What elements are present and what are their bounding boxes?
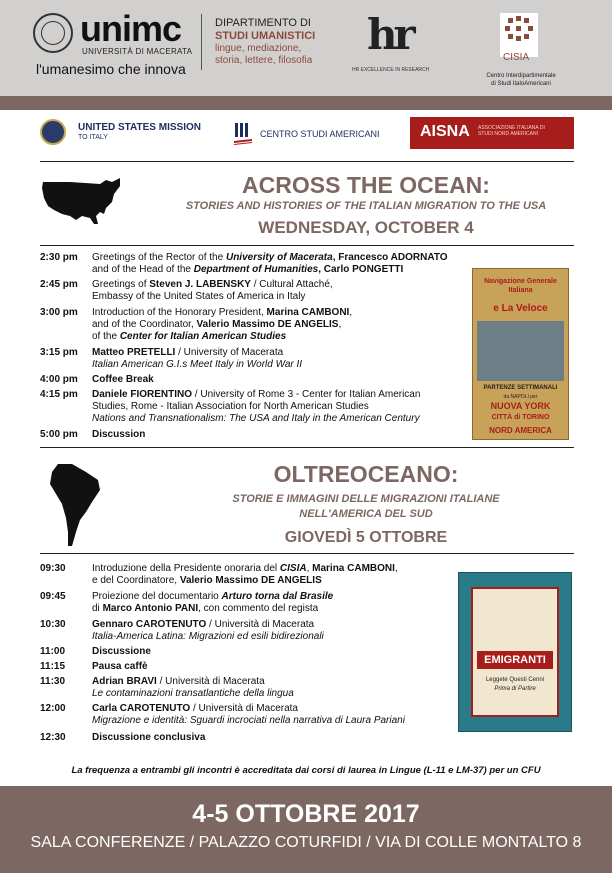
event1-item: Daniele FIORENTINO / University of Rome 3 - Center for Italian American Studies, Rome - Italian Association for North American Studies Nations and Transnationalism: The USA and Italy in the American Century	[92, 389, 421, 424]
department-line2: STUDI UMANISTICI	[215, 30, 316, 42]
event2-item: Carla CAROTENUTO / Università di Macerata Migrazione e identità: Sguardi incrociati nella narrativa di Laura Pariani	[92, 703, 405, 726]
poster1-line1: Navigazione Generale Italiana	[484, 278, 557, 294]
poster2-line3: Prima di Partire	[494, 686, 536, 692]
event2-subtitle-line2: NELL'AMERICA DEL SUD	[299, 508, 433, 520]
aisna-subtitle: ASSOCIAZIONE ITALIANA DI STUDI NORD AMERICANI	[478, 125, 545, 137]
footer-dates: 4-5 OTTOBRE 2017	[192, 800, 420, 828]
unimc-logo: unimc	[80, 8, 182, 49]
department-line4: storia, lettere, filosofia	[215, 55, 313, 66]
us-mission-title: UNITED STATES MISSION	[78, 122, 201, 133]
poster1-ship-image	[477, 321, 564, 381]
hr-excellence-subtitle: HR EXCELLENCE IN RESEARCH	[352, 67, 430, 73]
event2-date: GIOVEDÌ 5 OTTOBRE	[284, 529, 448, 546]
divider-top	[40, 161, 574, 162]
event2-time: 12:30	[40, 732, 66, 743]
header-accent-band	[0, 96, 612, 110]
event1-time: 3:15 pm	[40, 347, 78, 358]
usa-map-icon	[40, 176, 122, 228]
event1-item: Greetings of Steven J. LABENSKY / Cultural Attaché, Embassy of the United States of America in Italy	[92, 279, 333, 302]
poster1-line4: da NAPOLI per	[503, 394, 538, 400]
event2-subtitle-line1: STORIE E IMMAGINI DELLE MIGRAZIONI ITALIANE	[232, 493, 500, 505]
divider-event1	[40, 245, 574, 246]
event1-time: 3:00 pm	[40, 307, 78, 318]
poster2-line2: Leggete Questi Cenni	[485, 677, 545, 683]
event2-time: 11:30	[40, 676, 66, 687]
cisia-subtitle	[480, 72, 562, 88]
department-line1: DIPARTIMENTO DI	[215, 17, 311, 29]
event2-item: Discussione conclusiva	[92, 732, 206, 743]
event1-item: Introduction of the Honorary President, Marina CAMBONI, and of the Coordinator, Valerio Massimo DE ANGELIS, of the Center for Italian American Studies	[92, 307, 353, 342]
event2-title: OLTREOCEANO:	[273, 461, 459, 487]
poster1-line2: e La Veloce	[493, 303, 548, 314]
poster-emigranti	[458, 572, 572, 732]
poster-navigazione	[472, 268, 569, 440]
event2-item: Adrian BRAVI / Università di Macerata Le contaminazioni transatlantiche della lingua	[92, 676, 294, 699]
event1-time: 4:00 pm	[40, 374, 78, 385]
poster1-line6: CITTÀ di TORINO	[491, 414, 550, 421]
centro-studi-americani: CENTRO STUDI AMERICANI	[260, 129, 380, 139]
event1-subtitle: STORIES AND HISTORIES OF THE ITALIAN MIGRATION TO THE USA	[185, 200, 547, 212]
department-lines	[215, 43, 345, 67]
cisia-subtitle-line2: di Studi ItaloAmericani	[491, 81, 551, 87]
event2-item: Gennaro CAROTENUTO / Università di Macerata Italia-America Latina: Migrazioni ed esili bidirezionali	[92, 619, 324, 642]
university-motto: l'umanesimo che innova	[36, 61, 186, 77]
event2-time: 10:30	[40, 619, 66, 630]
us-mission-subtitle: TO ITALY	[78, 134, 108, 141]
divider-middle	[40, 447, 574, 448]
poster1-line7: NORD AMERICA	[489, 426, 552, 435]
university-seal-inner	[41, 21, 65, 45]
aisna-wordmark: AISNA	[420, 123, 470, 140]
event2-item: Introduzione della Presidente onoraria del CISIA, Marina CAMBONI, e del Coordinatore, Valerio Massimo DE ANGELIS	[92, 563, 398, 586]
poster1-line3: PARTENZE SETTIMANALI	[483, 385, 558, 391]
event1-title: ACROSS THE OCEAN:	[242, 172, 490, 198]
south-america-map-icon	[46, 462, 102, 548]
event1-time: 4:15 pm	[40, 389, 78, 400]
event1-item: Discussion	[92, 429, 146, 440]
event2-time: 09:30	[40, 563, 66, 574]
event2-item: Pausa caffè	[92, 661, 148, 672]
event1-time: 2:30 pm	[40, 252, 78, 263]
poster2-line1: EMIGRANTI	[484, 654, 546, 666]
event1-item: Greetings of the Rector of the University of Macerata, Francesco ADORNATO and of the Head of the Department of Humanities, Carlo PONGETTI	[92, 252, 448, 275]
event2-time: 12:00	[40, 703, 66, 714]
event1-item: Coffee Break	[92, 374, 154, 385]
poster1-line5: NUOVA YORK	[490, 401, 551, 411]
event2-time: 11:15	[40, 661, 66, 672]
centro-studi-icon	[234, 121, 252, 145]
cisia-subtitle-line1: Centro Interdipartimentale	[486, 73, 556, 79]
event2-item: Discussione	[92, 646, 151, 657]
event1-item: Matteo PRETELLI / University of Macerata Italian American G.I.s Meet Italy in World War II	[92, 347, 303, 370]
footer-venue: SALA CONFERENZE / PALAZZO COTURFIDI / VIA DI COLLE MONTALTO 8	[30, 834, 582, 851]
department-line3: lingue, mediazione,	[215, 43, 302, 54]
cisia-wordmark: CISIA	[503, 52, 530, 63]
event1-time: 2:45 pm	[40, 279, 78, 290]
event2-time: 11:00	[40, 646, 66, 657]
event1-time: 5:00 pm	[40, 429, 78, 440]
divider-event2	[40, 553, 574, 554]
cisia-logo-icon	[500, 13, 538, 57]
us-embassy-seal-icon	[40, 119, 66, 145]
hr-excellence-logo: hr	[367, 10, 412, 59]
event2-item: Proiezione del documentario Arturo torna dal Brasile di Marco Antonio PANI, con commento del regista	[92, 591, 334, 614]
event1-date: WEDNESDAY, OCTOBER 4	[258, 218, 474, 237]
header-divider	[201, 14, 202, 70]
credit-note: La frequenza a entrambi gli incontri è accreditata dai corsi di laurea in Lingue (L-11 e LM-37) per un CFU	[71, 765, 541, 776]
university-name: UNIVERSITÀ DI MACERATA	[82, 47, 193, 56]
event2-time: 09:45	[40, 591, 66, 602]
